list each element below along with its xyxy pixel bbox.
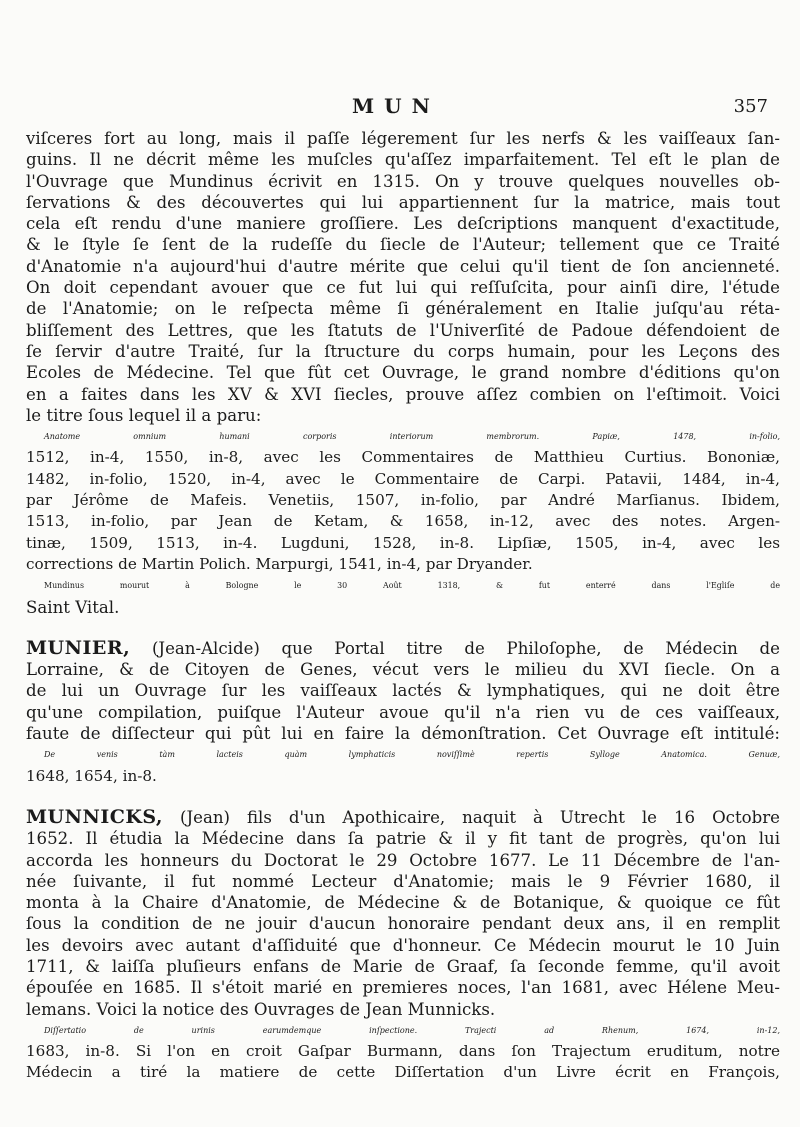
title-line: par Jérôme de Mafeis. Venetiis, 1507, in-folio, par André Marſianus. Ibidem, bbox=[26, 491, 780, 510]
text-line: qu'une compilation, puiſque l'Auteur avoue qu'il n'a rien vu de ces vaiſſeaux, bbox=[26, 702, 780, 722]
text-line: née ſuivante, il fut nommé Lecteur d'Anatomie; mais le 9 Février 1680, il bbox=[26, 871, 780, 891]
section-gap bbox=[26, 618, 780, 638]
mundinus-book-title bbox=[26, 426, 780, 575]
text-line: épouſée en 1685. Il s'étoit marié en premieres noces, l'an 1681, avec Hélene Meu- bbox=[26, 978, 780, 998]
text-line: ſous la condition de ne jouir d'aucun honoraire pendant deux ans, il en remplit bbox=[26, 914, 780, 934]
text-line: guins. Il ne décrit même les muſcles qu'aſſez imparfaitement. Tel eſt le plan de bbox=[26, 150, 780, 170]
text-line: Mundinus mourut à Bologne le 30 Août 1318, & fut enterré dans l'Egliſe de bbox=[44, 581, 780, 591]
title-line: 1683, in-8. Si l'on en croit Gaſpar Burmann, dans ſon Trajectum eruditum, notre bbox=[26, 1042, 780, 1061]
title-line: Médecin a tiré la matiere de cette Diſſertation d'un Livre écrit en François, bbox=[26, 1063, 780, 1082]
title-line: corrections de Martin Polich. Marpurgi, 1541, in-4, par Dryander. bbox=[26, 554, 533, 573]
title-line: Diſſertatio de urinis earumdemque inſpectione. Trajecti ad Rhenum, 1674, in-12, bbox=[44, 1025, 780, 1035]
text-line: de l'Anatomie; on le reſpecta même ſi généralement en Italie juſqu'au réta- bbox=[26, 299, 780, 319]
text-line: de lui un Ouvrage ſur les vaiſſeaux lactés & lymphatiques, qui ne doit être bbox=[26, 681, 780, 701]
title-line: 1512, in-4, 1550, in-8, avec les Commentaires de Matthieu Curtius. Bononiæ, bbox=[26, 448, 780, 467]
text-line: l'Ouvrage que Mundinus écrivit en 1315. On y trouve quelques nouvelles ob- bbox=[26, 171, 780, 191]
running-head: MUN bbox=[352, 94, 440, 118]
title-line: De venis tàm lacteis quàm lymphaticis noviſſimè repertis Sylloge Anatomica. Genuæ, bbox=[44, 750, 780, 760]
munier-book-title bbox=[26, 744, 780, 787]
page-number: 357 bbox=[733, 96, 768, 117]
text-line: ſe ſervir d'autre Traité, ſur la ſtructure du corps humain, pour les Leçons des bbox=[26, 341, 780, 361]
text-line: & le ſtyle ſe ſent de la rudeſſe du ſiecle de l'Auteur; tellement que ce Traité bbox=[26, 235, 780, 255]
text-line: les devoirs avec autant d'aſſiduité que d'honneur. Ce Médecin mourut le 10 Juin bbox=[26, 935, 780, 955]
text-line: monta à la Chaire d'Anatomie, de Médecine & de Botanique, & quoique ce fût bbox=[26, 893, 780, 913]
text-line: le titre ſous lequel il a paru: bbox=[26, 405, 262, 425]
entry-name: MUNNICKS, bbox=[26, 805, 164, 828]
title-line: Anatome omnium humani corporis interiorum membrorum. Papiæ, 1478, in-folio, bbox=[44, 432, 780, 442]
text-line: accorda les honneurs du Doctorat le 29 Octobre 1677. Le 11 Décembre de l'an- bbox=[26, 850, 780, 870]
text-line: MUNIER, (Jean-Alcide) que Portal titre de Philoſophe, de Médecin de bbox=[26, 636, 780, 659]
munier-entry bbox=[26, 638, 780, 787]
text-line: cela eſt rendu d'une maniere groſſiere. Les deſcriptions manquent d'exactitude, bbox=[26, 214, 780, 234]
title-line: 1513, in-folio, par Jean de Ketam, & 1658, in-12, avec des notes. Argen- bbox=[26, 512, 780, 531]
title-line: tinæ, 1509, 1513, in-4. Lugduni, 1528, in-8. Lipſiæ, 1505, in-4, avec les bbox=[26, 533, 780, 552]
body-text bbox=[26, 128, 780, 1084]
text-line: On doit cependant avouer que ce fut lui qui reſſuſcita, pour ainſi dire, l'étude bbox=[26, 278, 780, 298]
text-line: Ecoles de Médecine. Tel que fût cet Ouvrage, le grand nombre d'éditions qu'on bbox=[26, 363, 780, 383]
munnicks-entry bbox=[26, 807, 780, 1084]
section-gap bbox=[26, 787, 780, 807]
text-line: Lorraine, & de Citoyen de Genes, vécut vers le milieu du XVI ſiecle. On a bbox=[26, 660, 780, 680]
entry-name: MUNIER, bbox=[26, 636, 131, 659]
text-line: 1711, & laiſſa pluſieurs enfans de Marie de Graaf, ſa ſeconde femme, qu'il avoit bbox=[26, 956, 780, 976]
text-line: 1652. Il étudia la Médecine dans ſa patrie & il y fit tant de progrès, qu'on lui bbox=[26, 829, 780, 849]
text-line: ſervations & des découvertes qui lui appartiennent ſur la matrice, mais tout bbox=[26, 192, 780, 212]
text-line: lemans. Voici la notice des Ouvrages de Jean Munnicks. bbox=[26, 999, 496, 1019]
mundinus-paragraph bbox=[26, 128, 780, 426]
title-line: 1648, 1654, in-8. bbox=[26, 766, 157, 785]
mundinus-death bbox=[26, 575, 780, 618]
munnicks-book-title bbox=[26, 1020, 780, 1084]
text-line: d'Anatomie n'a aujourd'hui d'autre mérite que celui qu'il tient de ſon ancienneté. bbox=[26, 256, 780, 276]
text-line: Saint Vital. bbox=[26, 597, 120, 617]
text-line: MUNNICKS, (Jean) fils d'un Apothicaire, naquit à Utrecht le 16 Octobre bbox=[26, 805, 781, 828]
text-line: faute de diſſecteur qui pût lui en faire la démonſtration. Cet Ouvrage eſt intitulé: bbox=[26, 724, 780, 744]
text-line: bliſſement des Lettres, que les ſtatuts de l'Univerſité de Padoue défendoient de bbox=[26, 320, 780, 340]
page-header bbox=[0, 92, 800, 122]
text-line: en a faites dans les XV & XVI ſiecles, prouve aſſez combien on l'eſtimoit. Voici bbox=[26, 384, 780, 404]
title-line: 1482, in-folio, 1520, in-4, avec le Commentaire de Carpi. Patavii, 1484, in-4, bbox=[26, 469, 780, 488]
text-line: viſceres fort au long, mais il paſſe légerement ſur les nerfs & les vaiſſeaux ſan- bbox=[26, 129, 780, 148]
